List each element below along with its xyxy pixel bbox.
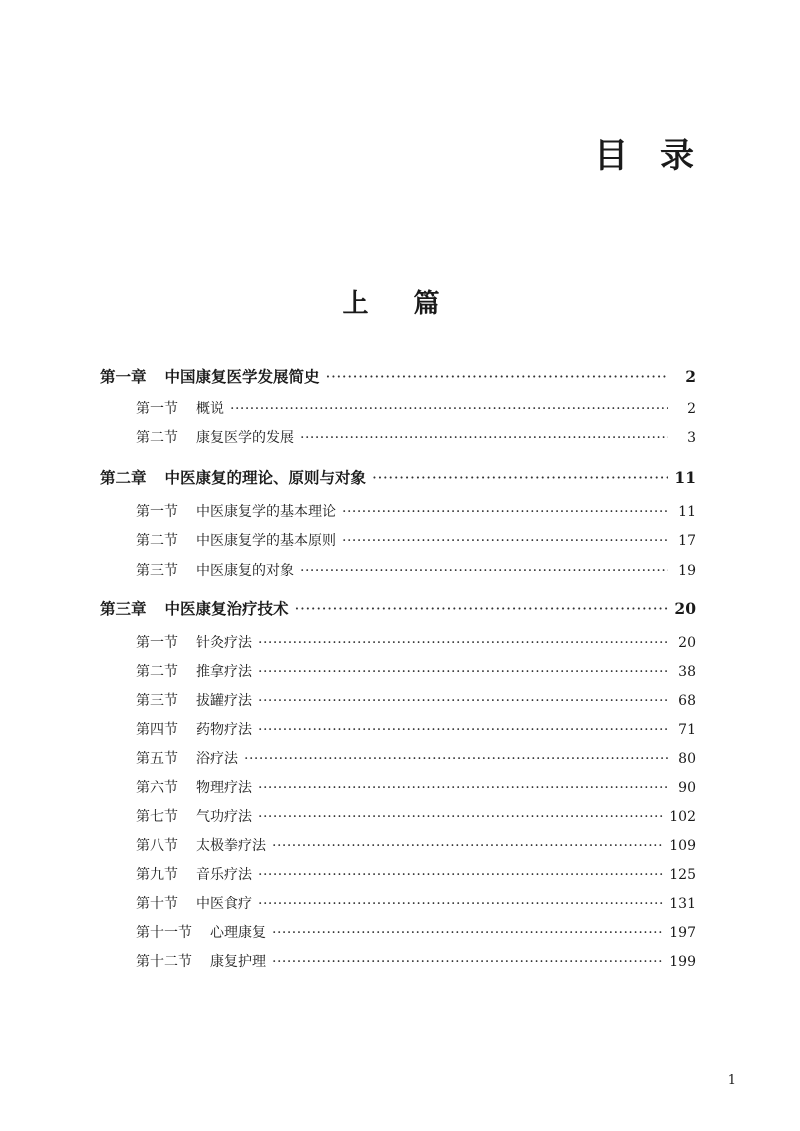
section-title: 音乐疗法 [196, 867, 252, 883]
section-number: 第二节 [136, 430, 178, 446]
section-number: 第三节 [136, 693, 178, 709]
section-number: 第十节 [136, 896, 178, 912]
toc-section[interactable] [136, 560, 696, 580]
section-number: 第十一节 [136, 925, 192, 941]
toc-section[interactable] [136, 806, 696, 826]
toc-section[interactable] [136, 835, 696, 855]
section-number: 第三节 [136, 563, 178, 579]
section-title: 物理疗法 [196, 780, 252, 796]
leader-dots [258, 635, 668, 651]
toc-section[interactable] [136, 719, 696, 739]
section-page: 197 [669, 925, 696, 941]
leader-dots [230, 401, 668, 417]
section-title: 康复护理 [210, 954, 266, 970]
leader-dots [258, 780, 668, 796]
section-title: 康复医学的发展 [196, 430, 294, 446]
section-page: 90 [678, 780, 696, 796]
section-number: 第二节 [136, 664, 178, 680]
section-title: 太极拳疗法 [196, 838, 266, 854]
section-number: 第十二节 [136, 954, 192, 970]
section-title: 中医康复学的基本理论 [196, 504, 336, 520]
section-page: 2 [687, 401, 696, 417]
chapter-number: 第一章 [100, 367, 147, 386]
footer-page-number: 1 [727, 1073, 736, 1088]
toc-section[interactable] [136, 530, 696, 550]
toc-section[interactable] [136, 398, 696, 418]
section-title: 中医康复的对象 [196, 563, 294, 579]
section-number: 第二节 [136, 533, 178, 549]
part-title: 上 篇 [342, 289, 458, 319]
leader-dots [258, 867, 663, 883]
chapter-page: 11 [674, 468, 696, 487]
section-number: 第五节 [136, 751, 178, 767]
section-page: 20 [678, 635, 696, 651]
section-number: 第四节 [136, 722, 178, 738]
section-page: 102 [669, 809, 696, 825]
section-number: 第九节 [136, 867, 178, 883]
toc-chapter[interactable] [100, 597, 696, 619]
toc-title: 目 录 [594, 136, 704, 176]
leader-dots [300, 563, 668, 579]
chapter-title: 中医康复的理论、原则与对象 [164, 468, 367, 487]
toc-section[interactable] [136, 777, 696, 797]
chapter-title: 中国康复医学发展简史 [164, 367, 320, 386]
section-page: 17 [678, 533, 696, 549]
section-number: 第一节 [136, 635, 178, 651]
section-title: 拔罐疗法 [196, 693, 252, 709]
section-title: 浴疗法 [196, 751, 238, 767]
toc-section[interactable] [136, 690, 696, 710]
section-number: 第一节 [136, 401, 178, 417]
toc-section[interactable] [136, 632, 696, 652]
toc-section[interactable] [136, 951, 696, 971]
leader-dots [258, 809, 663, 825]
section-page: 19 [678, 563, 696, 579]
section-title: 药物疗法 [196, 722, 252, 738]
chapter-number: 第二章 [100, 468, 147, 487]
chapter-title: 中医康复治疗技术 [164, 599, 289, 618]
section-page: 3 [687, 430, 696, 446]
toc-section[interactable] [136, 501, 696, 521]
toc-section[interactable] [136, 893, 696, 913]
section-page: 71 [678, 722, 696, 738]
section-page: 131 [669, 896, 696, 912]
section-title: 气功疗法 [196, 809, 252, 825]
leader-dots [272, 838, 663, 854]
section-title: 中医康复学的基本原则 [196, 533, 336, 549]
leader-dots [372, 469, 668, 487]
leader-dots [300, 430, 668, 446]
toc-chapter[interactable] [100, 466, 696, 488]
section-page: 80 [678, 751, 696, 767]
section-number: 第六节 [136, 780, 178, 796]
section-page: 11 [678, 504, 696, 520]
section-title: 推拿疗法 [196, 664, 252, 680]
chapter-page: 20 [674, 599, 696, 618]
leader-dots [258, 722, 668, 738]
leader-dots [272, 925, 663, 941]
section-number: 第八节 [136, 838, 178, 854]
leader-dots [258, 896, 663, 912]
leader-dots [342, 533, 668, 549]
section-title: 概说 [196, 401, 224, 417]
section-title: 针灸疗法 [196, 635, 252, 651]
section-title: 中医食疗 [196, 896, 252, 912]
toc-section[interactable] [136, 864, 696, 884]
leader-dots [258, 664, 668, 680]
section-page: 68 [678, 693, 696, 709]
section-page: 125 [669, 867, 696, 883]
chapter-page: 2 [685, 367, 696, 386]
leader-dots [244, 751, 668, 767]
section-title: 心理康复 [210, 925, 266, 941]
toc-section[interactable] [136, 748, 696, 768]
section-number: 第一节 [136, 504, 178, 520]
section-number: 第七节 [136, 809, 178, 825]
leader-dots [272, 954, 663, 970]
leader-dots [295, 600, 668, 618]
section-page: 38 [678, 664, 696, 680]
leader-dots [342, 504, 668, 520]
leader-dots [258, 693, 668, 709]
toc-section[interactable] [136, 427, 696, 447]
section-page: 199 [669, 954, 696, 970]
section-page: 109 [669, 838, 696, 854]
toc-section[interactable] [136, 922, 696, 942]
leader-dots [326, 368, 668, 386]
chapter-number: 第三章 [100, 599, 147, 618]
toc-section[interactable] [136, 661, 696, 681]
toc-chapter[interactable] [100, 365, 696, 387]
